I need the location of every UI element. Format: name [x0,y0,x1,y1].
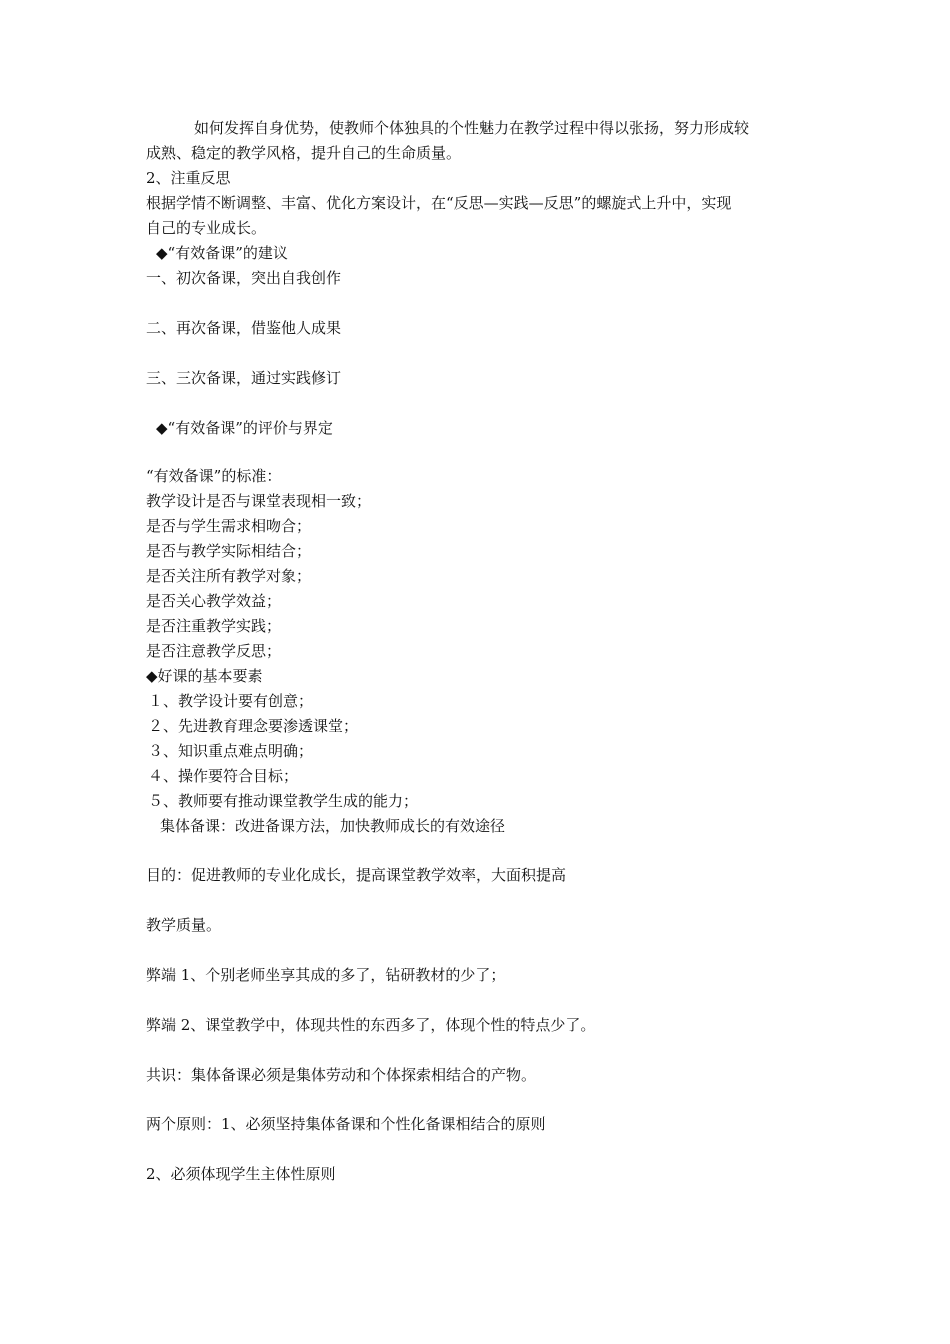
paragraph-line: 目的：促进教师的专业化成长，提高课堂教学效率，大面积提高 [146,866,567,884]
list-item: 是否与学生需求相吻合； [146,517,312,535]
list-item: ３、知识重点难点明确； [148,742,314,760]
paragraph-line: 2、必须体现学生主体性原则 [146,1165,336,1183]
paragraph-line: 共识：集体备课必须是集体劳动和个体探索相结合的产物。 [146,1066,537,1084]
list-item: 二、再次备课，借鉴他人成果 [146,319,342,337]
list-item: 一、初次备课，突出自我创作 [146,269,342,287]
list-item: 三、三次备课，通过实践修订 [146,369,342,387]
list-item: 是否关心教学效益； [146,592,282,610]
bullet-heading: ◆“有效备课”的建议 [156,244,288,262]
section-heading: 2、注重反思 [146,169,231,187]
list-item: １、教学设计要有创意； [148,692,314,710]
list-item: 教学设计是否与课堂表现相一致； [146,492,372,510]
section-heading: 集体备课：改进备课方法，加快教师成长的有效途径 [160,817,506,835]
bullet-heading: ◆“有效备课”的评价与界定 [156,419,333,437]
paragraph-line: 成熟、稳定的教学风格，提升自己的生命质量。 [146,144,462,162]
bullet-heading: ◆好课的基本要素 [146,667,263,685]
paragraph-line: 弊端 1、个别老师坐享其成的多了，钻研教材的少了； [146,966,506,984]
paragraph-line: 根据学情不断调整、丰富、优化方案设计，在“反思—实践—反思”的螺旋式上升中，实现 [146,194,732,212]
paragraph-line: 自己的专业成长。 [146,219,267,237]
paragraph-line: 教学质量。 [146,916,222,934]
paragraph-line: 两个原则：1、必须坚持集体备课和个性化备课相结合的原则 [146,1115,546,1133]
list-item: ２、先进教育理念要渗透课堂； [148,717,359,735]
list-item: 是否注意教学反思； [146,642,282,660]
list-item: 是否与教学实际相结合； [146,542,312,560]
list-item: 是否关注所有教学对象； [146,567,312,585]
list-item: 是否注重教学实践； [146,617,282,635]
paragraph-line: 弊端 2、课堂教学中，体现共性的东西多了，体现个性的特点少了。 [146,1016,596,1034]
list-item: ４、操作要符合目标； [148,767,299,785]
list-item: ５、教师要有推动课堂教学生成的能力； [148,792,419,810]
paragraph-line: “有效备课”的标准： [146,467,282,485]
paragraph-line: 如何发挥自身优势，使教师个体独具的个性魅力在教学过程中得以张扬，努力形成较 [194,119,750,137]
